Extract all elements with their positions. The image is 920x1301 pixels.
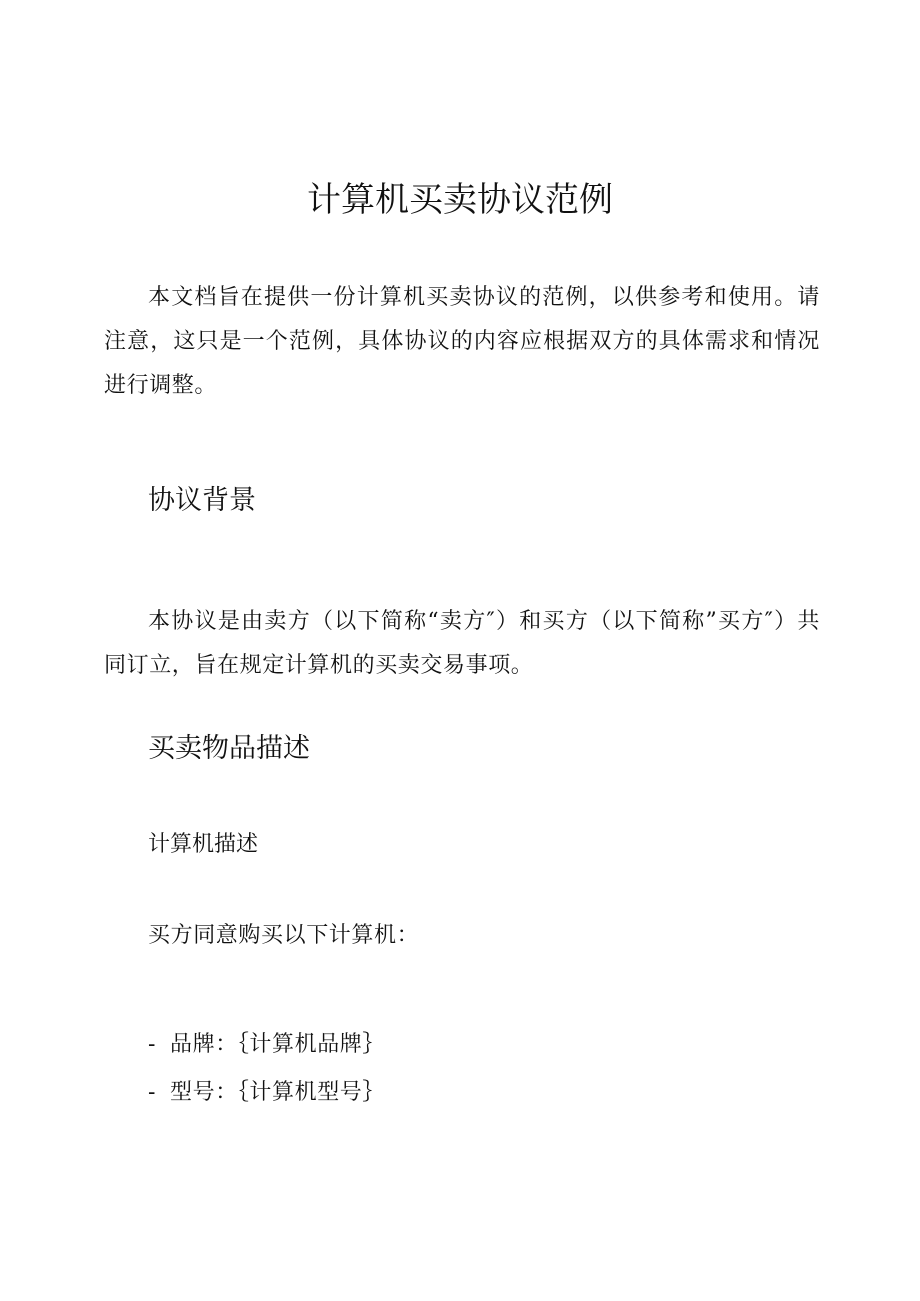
purchase-statement: 买方同意购买以下计算机： bbox=[148, 923, 420, 948]
list-item bbox=[148, 1021, 385, 1069]
list-item-text: 型号：｛计算机型号｝ bbox=[170, 1080, 386, 1105]
section-heading-items: 买卖物品描述 bbox=[148, 733, 310, 764]
list-item bbox=[148, 1069, 385, 1117]
list-bullet: - bbox=[148, 1032, 157, 1057]
section-heading-background: 协议背景 bbox=[148, 485, 256, 516]
subheading-computer-description: 计算机描述 bbox=[148, 832, 259, 857]
background-paragraph: 本协议是由卖方（以下简称“卖方″）和买方（以下简称”买方″）共同订立，旨在规定计算机的买卖交易事项。 bbox=[104, 609, 820, 678]
list-bullet: - bbox=[148, 1080, 157, 1105]
intro-paragraph: 本文档旨在提供一份计算机买卖协议的范例，以供参考和使用。请注意，这只是一个范例，具体协议的内容应根据双方的具体需求和情况进行调整。 bbox=[104, 285, 820, 398]
list-item-text: 品牌：｛计算机品牌｝ bbox=[170, 1032, 386, 1057]
item-list bbox=[148, 1021, 385, 1117]
document-title: 计算机买卖协议范例 bbox=[307, 180, 613, 220]
